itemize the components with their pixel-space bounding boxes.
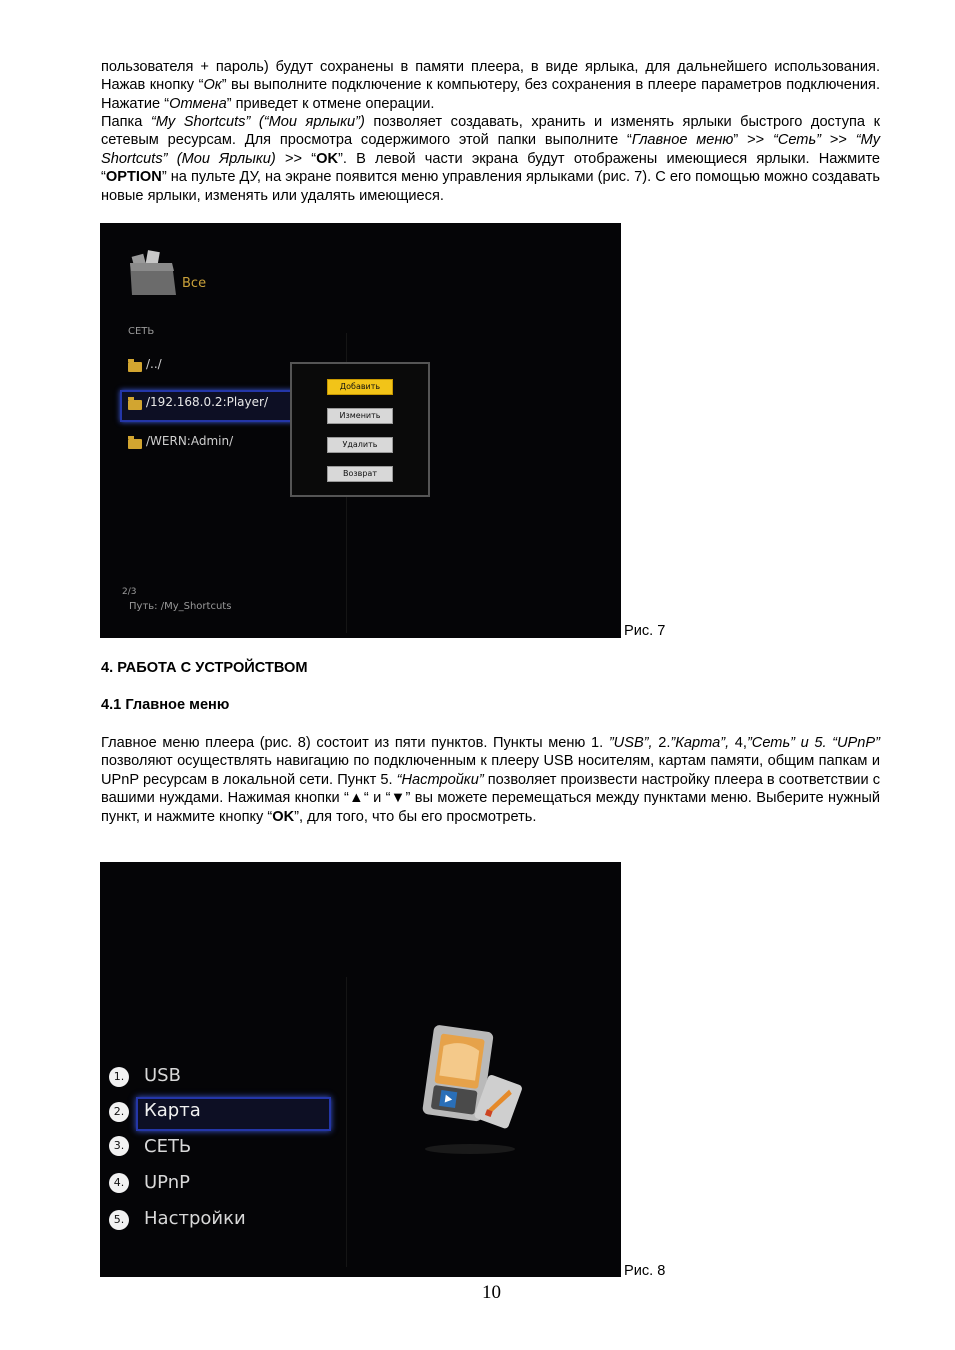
header-label: Все — [182, 276, 207, 291]
path-label: Путь: /My_Shortcuts — [129, 601, 232, 612]
section-title: 4. РАБОТА С УСТРОЙСТВОМ — [101, 660, 308, 676]
delete-button[interactable]: Удалить — [327, 437, 393, 453]
figure-8-caption: Рис. 8 — [624, 1263, 666, 1279]
figure-7-screenshot — [100, 223, 621, 638]
folder-icon-large — [128, 245, 174, 295]
figure-7-caption: Рис. 7 — [624, 623, 666, 639]
number-badge: 5. — [109, 1210, 129, 1230]
section-body: Главное меню плеера (рис. 8) состоит из пяти пунктов. Пункты меню 1. ”USB”, 2.”Карта”, 4,”Сеть” и 5. “UPnP” позволяют осуществлять навигацию по подключенным к плееру USB носителям, картам памяти, общим папкам и UPnP ресурсам в локальной сети. Пункт 5. “Настройки” позволяет произвести настройку плеера в соответствии с вашими нуждами. Нажимая кнопки “▲“ и “▼” вы можете перемещаться между пунктами меню. Выберите нужный пункт, и нажмите кнопку “OK”, для того, что бы его просмотреть. — [101, 735, 881, 825]
page-indicator: 2/3 — [122, 587, 137, 597]
number-badge: 2. — [109, 1102, 129, 1122]
page-number: 10 — [482, 1282, 501, 1303]
number-badge: 3. — [109, 1136, 129, 1156]
menu-item-card[interactable]: Карта — [144, 1100, 201, 1121]
number-badge: 4. — [109, 1173, 129, 1193]
paragraph-1: пользователя + пароль) будут сохранены в памяти плеера, в виде ярлыка, для дальнейшего использования. Нажав кнопку “Ок” вы выполните подключение к компьютеру, без сохранения в плеере параметров подключения. Нажатие “Отмена” приведет к отмене операции. — [101, 59, 880, 112]
folder-icon — [128, 439, 142, 449]
add-button[interactable]: Добавить — [327, 379, 393, 395]
paragraph-2: Папка “My Shortcuts” (“Мои ярлыки”) позволяет создавать, хранить и изменять ярлыки быстрого доступа к сетевым ресурсам. Для просмотра содержимого этой папки выполните “Главное меню” >> “Сеть” >> “My Shortcuts” (Мои Ярлыки) >> “OK”. В левой части экрана будут отображены имеющиеся ярлыки. Нажмите “OPTION” на пульте ДУ, на экране появится меню управления ярлыками (рис. 7). С его помощью можно создавать новые ярлыки, изменять или удалять имеющиеся. — [101, 114, 881, 204]
section-subtitle: 4.1 Главное меню — [101, 697, 230, 713]
menu-item-network[interactable]: СЕТЬ — [144, 1136, 192, 1157]
folder-icon — [128, 400, 142, 410]
menu-item-upnp[interactable]: UPnP — [144, 1172, 190, 1193]
divider — [346, 977, 347, 1267]
list-item-selected[interactable]: /192.168.0.2:Player/ — [146, 395, 268, 409]
options-menu — [290, 362, 430, 497]
section-label: СЕТЬ — [128, 326, 155, 337]
figure-8-screenshot — [100, 862, 621, 1277]
menu-item-settings[interactable]: Настройки — [144, 1208, 246, 1229]
edit-button[interactable]: Изменить — [327, 408, 393, 424]
list-item[interactable]: /../ — [146, 357, 162, 371]
number-badge: 1. — [109, 1067, 129, 1087]
list-item[interactable]: /WERN:Admin/ — [146, 434, 234, 448]
back-button[interactable]: Возврат — [327, 466, 393, 482]
folder-icon — [128, 362, 142, 372]
menu-item-usb[interactable]: USB — [144, 1065, 181, 1086]
memory-card-icon — [410, 1017, 535, 1162]
